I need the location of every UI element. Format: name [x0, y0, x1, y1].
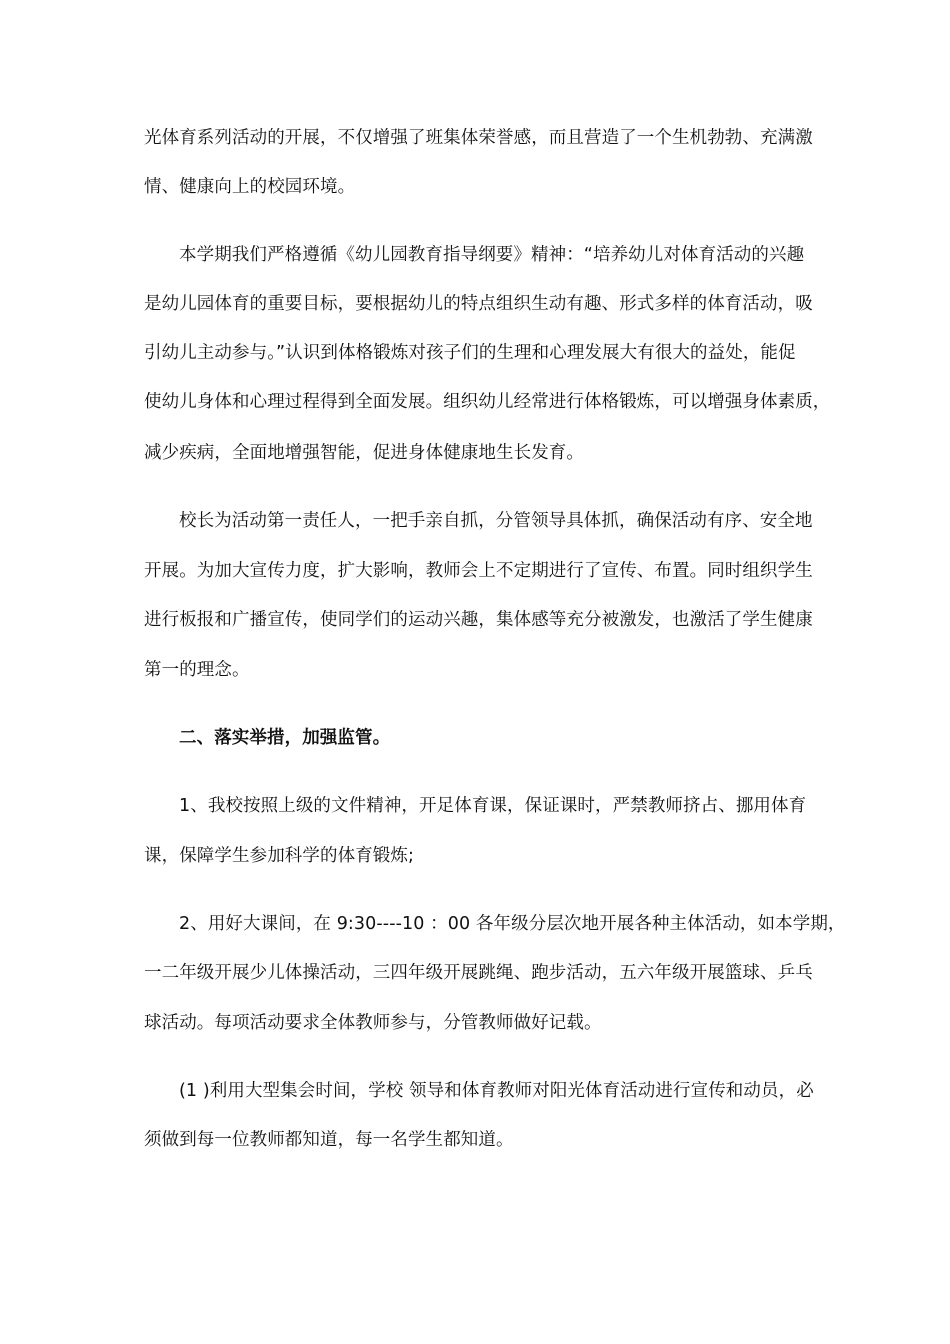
paragraph-6-line-1: (1 )利用大型集会时间，学校 领导和体育教师对阳光体育活动进行宣传和动员，必 — [179, 1081, 814, 1101]
paragraph-5-line-1: 2、用好大课间，在 9:30----10 ：00 各年级分层次地开展各种主体活动，如本学期， — [179, 914, 846, 934]
paragraph-3-line-3: 进行板报和广播宣传，使同学们的运动兴趣，集体感等充分被激发，也激活了学生健康 — [144, 610, 813, 630]
paragraph-2-line-1: 本学期我们严格遵循《幼儿园教育指导纲要》精神：“培养幼儿对体育活动的兴趣 — [179, 245, 805, 265]
paragraph-4-line-2: 课，保障学生参加科学的体育锻炼; — [144, 846, 414, 866]
paragraph-1-line-1: 光体育系列活动的开展，不仅增强了班集体荣誉感，而且营造了一个生机勃勃、充满激 — [144, 128, 813, 148]
paragraph-2-line-2: 是幼儿园体育的重要目标，要根据幼儿的特点组织生动有趣、形式多样的体育活动，吸 — [144, 294, 813, 314]
paragraph-2-line-3: 引幼儿主动参与。”认识到体格锻炼对孩子们的生理和心理发展大有很大的益处，能促 — [144, 343, 796, 363]
paragraph-4-line-1: 1、我校按照上级的文件精神，开足体育课，保证课时，严禁教师挤占、挪用体育 — [179, 796, 807, 816]
paragraph-3-line-1: 校长为活动第一责任人，一把手亲自抓，分管领导具体抓，确保活动有序、安全地 — [179, 511, 813, 531]
paragraph-3-line-4: 第一的理念。 — [144, 660, 250, 680]
paragraph-1-line-2: 情、健康向上的校园环境。 — [144, 177, 356, 197]
paragraph-3-line-2: 开展。为加大宣传力度，扩大影响，教师会上不定期进行了宣传、布置。同时组织学生 — [144, 561, 813, 581]
paragraph-2-line-4: 使幼儿身体和心理过程得到全面发展。组织幼儿经常进行体格锻炼，可以增强身体素质， — [144, 392, 831, 412]
paragraph-2-line-5: 减少疾病，全面地增强智能，促进身体健康地生长发育。 — [144, 443, 584, 463]
paragraph-6-line-2: 须做到每一位教师都知道，每一名学生都知道。 — [144, 1130, 514, 1150]
section-heading: 二、落实举措，加强监管。 — [179, 728, 391, 748]
paragraph-5-line-3: 球活动。每项活动要求全体教师参与，分管教师做好记载。 — [144, 1013, 602, 1033]
paragraph-5-line-2: 一二年级开展少儿体操活动，三四年级开展跳绳、跑步活动，五六年级开展篮球、乒乓 — [144, 963, 813, 983]
